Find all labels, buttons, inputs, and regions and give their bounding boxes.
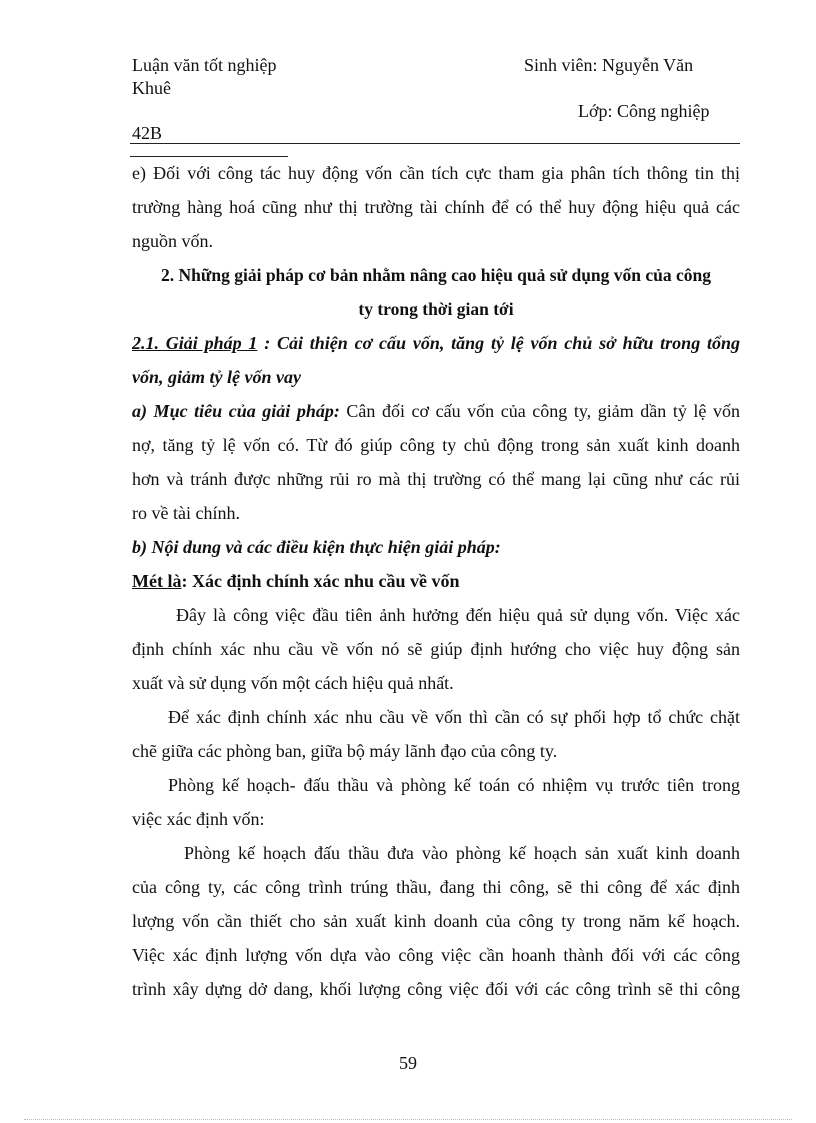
paragraph-line: xuất và sử dụng vốn một cách hiệu quả nhất. bbox=[132, 673, 454, 693]
objective-label: a) Mục tiêu của giải pháp: bbox=[132, 401, 340, 421]
paragraph-line: Phòng kế hoạch- đấu thầu và phòng kế toán có nhiệm vụ trước tiên trong bbox=[168, 775, 740, 795]
paragraph-line: chẽ giữa các phòng ban, giữa bộ máy lãnh đạo của công ty. bbox=[132, 741, 558, 761]
objective-text: Cân đối cơ cấu vốn của công ty, giảm dần tỷ lệ vốn bbox=[339, 401, 740, 421]
content-heading: b) Nội dung và các điều kiện thực hiện giải pháp: bbox=[132, 537, 501, 557]
objective-line bbox=[132, 394, 740, 428]
page-bottom-edge bbox=[24, 1119, 792, 1120]
paragraph-line: lượng vốn cần thiết cho sản xuất kinh doanh của công ty trong năm kế hoạch. bbox=[132, 911, 740, 931]
solution-label: 2.1. Giải pháp 1 bbox=[132, 333, 258, 353]
solution-heading-cont: vốn, giảm tỷ lệ vốn vay bbox=[132, 367, 301, 387]
header-thesis-title: Luận văn tốt nghiệp bbox=[132, 55, 277, 75]
header-divider bbox=[130, 143, 740, 144]
paragraph-line: Việc xác định lượng vốn dựa vào công việc cần hoanh thành đối với các công bbox=[132, 945, 740, 965]
section-heading: 2. Những giải pháp cơ bản nhằm nâng cao hiệu quả sử dụng vốn của công bbox=[160, 265, 712, 285]
paragraph-line: của công ty, các công trình trúng thầu, đang thi công, sẽ thi công để xác định bbox=[132, 877, 740, 897]
paragraph-line: Để xác định chính xác nhu cầu về vốn thì cần có sự phối hợp tổ chức chặt bbox=[168, 707, 740, 727]
paragraph-line: Đây là công việc đầu tiên ảnh hưởng đến hiệu quả sử dụng vốn. Việc xác bbox=[176, 605, 740, 625]
paragraph-line: trình xây dựng dở dang, khối lượng công việc đối với các công trình sẽ thi công bbox=[132, 979, 740, 999]
paragraph-line: Phòng kế hoạch đấu thầu đưa vào phòng kế hoạch sản xuất kinh doanh bbox=[184, 843, 740, 863]
first-point-label: Mét là bbox=[132, 571, 182, 591]
paragraph-line: nợ, tăng tỷ lệ vốn có. Từ đó giúp công ty chủ động trong sản xuất kinh doanh bbox=[132, 435, 740, 455]
paragraph-line: ro về tài chính. bbox=[132, 503, 240, 523]
page-number: 59 bbox=[399, 1053, 417, 1073]
header-class-cont: 42B bbox=[132, 123, 163, 143]
paragraph-line: nguồn vốn. bbox=[132, 231, 213, 251]
paragraph-line: trường hàng hoá cũng như thị trường tài chính để có thể huy động hiệu quả các bbox=[132, 197, 740, 217]
paragraph-line: việc xác định vốn: bbox=[132, 809, 265, 829]
paragraph-line: e) Đối với công tác huy động vốn cần tích cực tham gia phân tích thông tin thị bbox=[132, 163, 740, 183]
solution-heading bbox=[132, 326, 740, 360]
header-student-name-cont: Khuê bbox=[132, 78, 171, 98]
solution-title: : Cải thiện cơ cấu vốn, tăng tỷ lệ vốn chủ sở hữu trong tổng bbox=[257, 333, 740, 353]
first-point-heading bbox=[132, 564, 740, 598]
paragraph-line: hơn và tránh được những rủi ro mà thị trường có thể mang lại cũng như các rủi bbox=[132, 469, 740, 489]
first-point-title: : Xác định chính xác nhu cầu về vốn bbox=[181, 571, 460, 591]
body-content bbox=[132, 156, 740, 1006]
header-student-name: Sinh viên: Nguyễn Văn bbox=[524, 55, 694, 75]
section-heading-cont: ty trong thời gian tới bbox=[358, 299, 514, 319]
header-class: Lớp: Công nghiệp bbox=[578, 101, 710, 121]
paragraph-line: định chính xác nhu cầu về vốn nó sẽ giúp định hướng cho việc huy động sản bbox=[132, 639, 740, 659]
